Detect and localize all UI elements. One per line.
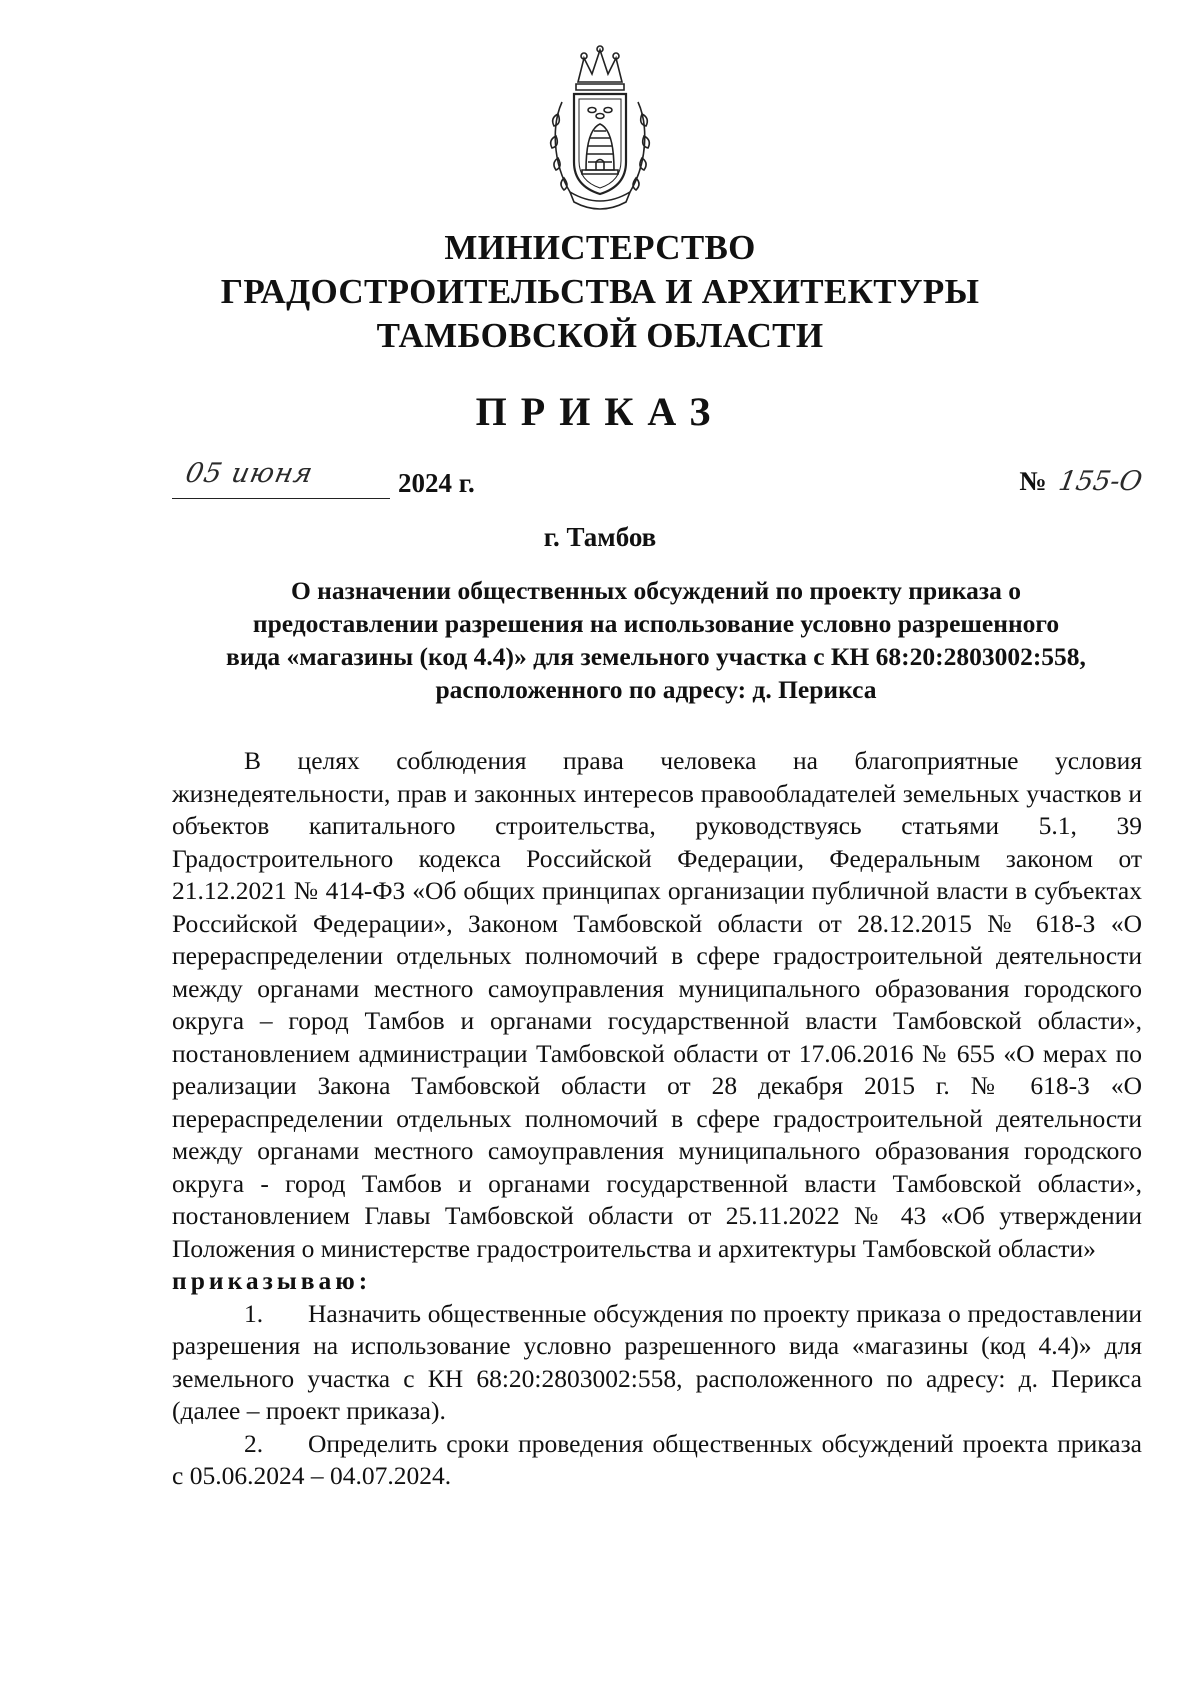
item-number: 1.: [244, 1298, 264, 1328]
subject-line-1: О назначении общественных обсуждений по проекту приказа о: [290, 576, 1022, 605]
number-sign: №: [1019, 466, 1047, 496]
date-number-row: [172, 458, 1145, 508]
preamble-paragraph: В целях соблюдения права человека на благоприятные условия жизнедеятельности, прав и законных интересов правообладателей земельных участков и объектов капитального строительства, руководствуясь статьями 5.1, 39 Градостроительного кодекса Российской Федерации, Федеральным законом от 21.12.2021 № 414-ФЗ «Об общих принципах организации публичной власти в субъектах Российской Федерации», Законом Тамбовской области от 28.12.2015 № 618-З «О перераспределении отдельных полномочий в сфере градостроительной деятельности между органами местного самоуправления муниципального образования городского округа – город Тамбов и органами государственной власти Тамбовской области», постановлением администрации Тамбовской области от 17.06.2016 № 655 «О мерах по реализации Закона Тамбовской области от 28 декабря 2015 г. № 618-З «О перераспределении отдельных полномочий в сфере градостроительной деятельности между органами местного самоуправления муниципального образования городского округа - город Тамбов и органами государственной власти Тамбовской области», постановлением Главы Тамбовской области от 25.11.2022 № 43 «Об утверждении Положения о министерстве градостроительства и архитектуры Тамбовской области»: [172, 746, 1142, 1263]
date-field: [172, 460, 390, 499]
ministry-line-3: ТАМБОВСКОЙ ОБЛАСТИ: [376, 316, 824, 355]
order-item-1: [172, 1298, 1142, 1428]
subject-line-2: предоставлении разрешения на использование условно разрешенного: [252, 609, 1060, 638]
city: г. Тамбов: [543, 522, 657, 552]
coat-of-arms-emblem: [540, 44, 660, 214]
item-number: 2.: [244, 1428, 264, 1458]
ministry-line-2: ГРАДОСТРОИТЕЛЬСТВА И АРХИТЕКТУРЫ: [220, 272, 980, 311]
item-text: Назначить общественные обсуждения по проекту приказа о предоставлении разрешения на использование условно разрешенного вида «магазины (код 4.4)» для земельного участка с КН 68:20:2803002:558, расположенного по адресу: д. Перикса (далее – проект приказа).: [172, 1298, 1142, 1425]
order-item-2: [172, 1428, 1142, 1493]
ministry-line-1: МИНИСТЕРСТВО: [444, 228, 756, 267]
handwritten-number: 155-О: [1056, 466, 1145, 497]
order-title: ПРИКАЗ: [475, 389, 725, 434]
order-word: приказываю:: [172, 1266, 372, 1295]
order-year: 2024 г.: [398, 468, 475, 498]
order-word-paragraph: [172, 1265, 1142, 1298]
subject-line-3: вида «магазины (код 4.4)» для земельного участка с КН 68:20:2803002:558,: [226, 642, 1086, 671]
ministry-name: [100, 226, 1100, 358]
order-subject: [170, 574, 1142, 706]
order-number: [1019, 466, 1145, 497]
order-body: [172, 745, 1142, 1493]
item-text: Определить сроки проведения общественных обсуждений проекта приказа с 05.06.2024 – 04.07.2024.: [172, 1428, 1142, 1490]
subject-line-4: расположенного по адресу: д. Перикса: [435, 675, 877, 704]
handwritten-date: 05 июня: [182, 458, 317, 489]
